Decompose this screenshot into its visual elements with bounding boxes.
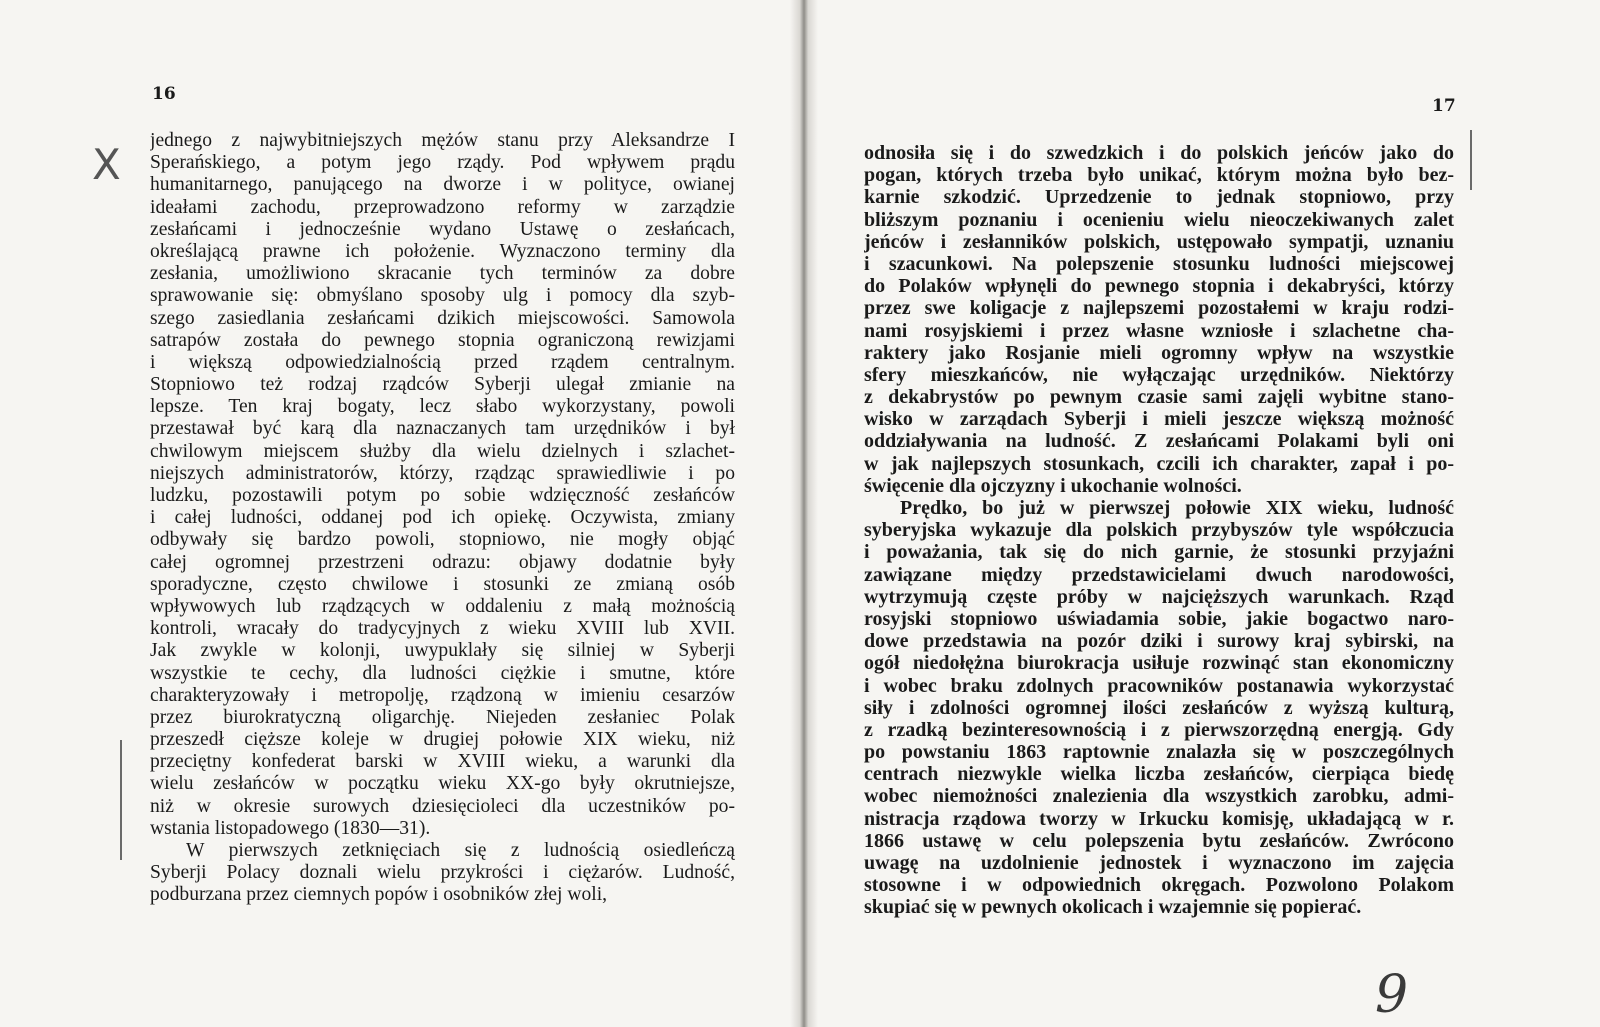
text-line: bliższym poznaniu i ocenieniu wielu nieoczekiwanych zalet <box>864 208 1454 231</box>
text-line: humanitarnego, panującego na dworze i w polityce, owianej <box>150 174 735 196</box>
text-line: z dekabrystów po pewnym czasie sami zajęli wybitne stano- <box>864 386 1454 409</box>
text-line: zesłańcami i jednocześnie wydano Ustawę o zesłańcach, <box>150 218 735 240</box>
text-line: skupiać się w pewnych okolicach i wzajemnie się popierać. <box>864 896 1362 919</box>
text-line: wielu zesłańców w początku wieku XX-go były okrutniejsze, <box>150 773 735 795</box>
text-line: po powstaniu 1863 raptownie znalazła się w poszczególnych <box>864 741 1454 764</box>
text-line: w jak najlepszych stosunkach, czcili ich charakter, zapał i po- <box>864 452 1454 475</box>
text-line: nistracja rządowa tworzy w Irkucku komisję, układającą w r. <box>864 807 1454 830</box>
text-line: charakteryzowały i metropolję, rządzoną w imieniu cesarzów <box>150 684 735 706</box>
text-line: sprawowanie się: obmyślano sposoby ulg i pomocy dla szyb- <box>150 285 735 307</box>
text-line: rosyjski stopniowo uświadamia sobie, jakie bogactwo naro- <box>864 607 1454 630</box>
text-line: wpływowych lub rządzących w oddaleniu z małą możnością <box>150 595 735 617</box>
margin-pencil-line <box>120 740 122 860</box>
text-line: W pierwszych zetknięciach się z ludnością osiedleńczą <box>186 840 735 861</box>
text-line: i większą odpowiedzialnością przed rządem centralnym. <box>150 351 735 373</box>
text-line: i całej ludności, oddanej pod ich opiekę. Oczywista, zmiany <box>150 507 735 529</box>
right-page-text <box>864 142 1454 919</box>
text-line: Jak zwykle w kolonji, uwypuklały się silniej w Syberji <box>150 640 735 662</box>
text-line: oddziaływania na ludność. Z zesłańcami Polakami byli oni <box>864 430 1454 453</box>
text-line: Stopniowo też rodzaj rządców Syberji ulegał zmianie na <box>150 374 735 396</box>
text-line: ogół niedołężna biurokracja usiłuje rozwinąć stan ekonomiczny <box>864 652 1454 675</box>
page-number-left: 16 <box>152 84 176 104</box>
text-line: zawiązane między przedstawicielami dwuch narodowości, <box>864 563 1454 586</box>
pencil-page-number: 9 <box>1375 965 1409 1025</box>
text-line: satrapów została do pewnego stopnia ograniczoną rewizjami <box>150 329 735 351</box>
text-line: przeszedł cięższe koleje w drugiej połowie XIX wieku, niż <box>150 729 735 751</box>
margin-x-mark: X <box>92 140 121 189</box>
text-line: ludzku, pozostawili potym po sobie wdzięczność zesłańców <box>150 485 735 506</box>
text-line: sfery mieszkańców, nie wyłączając urzędników. Niektórzy <box>864 363 1454 386</box>
right-page <box>818 0 1600 1027</box>
text-line: karnie szkodzić. Uprzedzenie to jednak stopniowo, przy <box>864 186 1454 209</box>
text-line: kontroli, wracały do tradycyjnych z wieku XVIII lub XVII. <box>150 618 735 640</box>
text-line: jeńców i zesłanników polskich, ustępowało sympatji, uznaniu <box>864 230 1454 253</box>
text-line: określającą prawne ich położenie. Wyznaczono terminy dla <box>150 240 735 262</box>
text-line: przez swe koligacje z najlepszemi pozostałemi w kraju rodzi- <box>864 297 1454 320</box>
text-line: wobec niemożności znalezienia dla wszystkich zarobku, admi- <box>864 785 1454 808</box>
text-line: uwagę na uzdolnienie jednostek i wyznaczono im zajęcia <box>864 852 1454 874</box>
text-line: 1866 ustawę w celu polepszenia bytu zesłańców. Zwrócono <box>864 829 1454 852</box>
text-line: wszystkie te cechy, dla ludności ciężkie i smutne, które <box>150 662 735 684</box>
text-line: syberyjska wykazuje dla polskich przybyszów tyle współczucia <box>864 519 1454 542</box>
text-line: chwilowym miejscem służby dla wielu dzielnych i szlachet- <box>150 440 735 462</box>
text-line: pogan, których trzeba było unikać, którym można było bez- <box>864 164 1454 187</box>
text-line: podburzana przez ciemnych popów i osobników złej woli, <box>150 884 608 906</box>
text-line: nami rosyjskiemi i przez własne wzniosłe i szlachetne cha- <box>864 319 1454 342</box>
text-line: odbywały się bardzo powoli, stopniowo, nie mogły objąć <box>150 529 735 551</box>
text-line: ideałami zachodu, przeprowadzono reformy w zarządzie <box>150 196 735 218</box>
text-line: dowe przedstawia na pozór dziki i surowy kraj sybirski, na <box>864 630 1454 653</box>
text-line: sporadyczne, często chwilowe i stosunki ze zmianą osób <box>150 573 735 595</box>
text-line: szego zasiedlania zesłańcami dzikich miejscowości. Samowola <box>150 307 735 329</box>
text-line: centrach niezwykle wielka liczba zesłańców, cierpiąca biedę <box>864 763 1454 786</box>
text-line: i wobec braku zdolnych pracowników postanawia wykorzystać <box>864 674 1454 697</box>
text-line: Sperańskiego, a potym jego rządy. Pod wpływem prądu <box>150 152 735 174</box>
book-gutter <box>790 0 818 1027</box>
margin-pencil-line-right <box>1470 130 1472 190</box>
text-line: stosowne i w odpowiednich okręgach. Pozwolono Polakom <box>864 874 1454 897</box>
text-line: całej ogromnej przestrzeni odrazu: objawy dodatnie były <box>150 551 735 573</box>
text-line: i szacunkowi. Na polepszenie stosunku ludności miejscowej <box>864 252 1454 275</box>
text-line: przestawał być karą dla naznaczanych tam urzędników i był <box>150 418 735 440</box>
text-line: wisko w zarządach Syberji i mieli jeszcze większą możność <box>864 408 1454 431</box>
text-line: raktery jako Rosjanie mieli ogromny wpływ na wszystkie <box>864 341 1454 364</box>
page-number-right: 17 <box>1432 96 1456 116</box>
left-page-text <box>150 130 735 907</box>
text-line: przeciętny konfederat barski w XVIII wieku, a warunki dla <box>150 751 735 773</box>
text-line: przez biurokratyczną oligarchję. Niejeden zesłaniec Polak <box>150 706 735 728</box>
text-line: niejszych administratorów, którzy, rządząc sprawiedliwie i po <box>150 462 735 484</box>
text-line: Syberji Polacy doznali wielu przykrości i ciężarów. Ludność, <box>150 862 735 884</box>
text-line: Prędko, bo już w pierwszej połowie XIX wieku, ludność <box>900 497 1454 519</box>
text-line: święcenie dla ojczyzny i ukochanie wolności. <box>864 474 1242 497</box>
text-line: do Polaków wpłynęli do pewnego stopnia i dekabryści, którzy <box>864 275 1454 298</box>
text-line: jednego z najwybitniejszych mężów stanu przy Aleksandrze I <box>150 130 735 151</box>
text-line: niż w okresie surowych dziesięcioleci dla uczestników po- <box>150 795 735 817</box>
text-line: wstania listopadowego (1830—31). <box>150 817 431 839</box>
text-line: odnosiła się i do szwedzkich i do polskich jeńców jako do <box>864 142 1454 164</box>
text-line: wytrzymują częste próby w najcięższych warunkach. Rząd <box>864 585 1454 608</box>
text-line: siły i zdolności ogromnej ilości zesłańców z wyższą kulturą, <box>864 696 1454 719</box>
text-line: lepsze. Ten kraj bogaty, lecz słabo wykorzystany, powoli <box>150 396 735 418</box>
text-line: i poważania, tak się do nich garnie, że stosunki przyjaźni <box>864 541 1454 564</box>
text-line: z rzadką bezinteresownością i z pierwszorzędną energją. Gdy <box>864 718 1454 741</box>
text-line: zesłania, umożliwiono skracanie tych terminów za dobre <box>150 263 735 285</box>
